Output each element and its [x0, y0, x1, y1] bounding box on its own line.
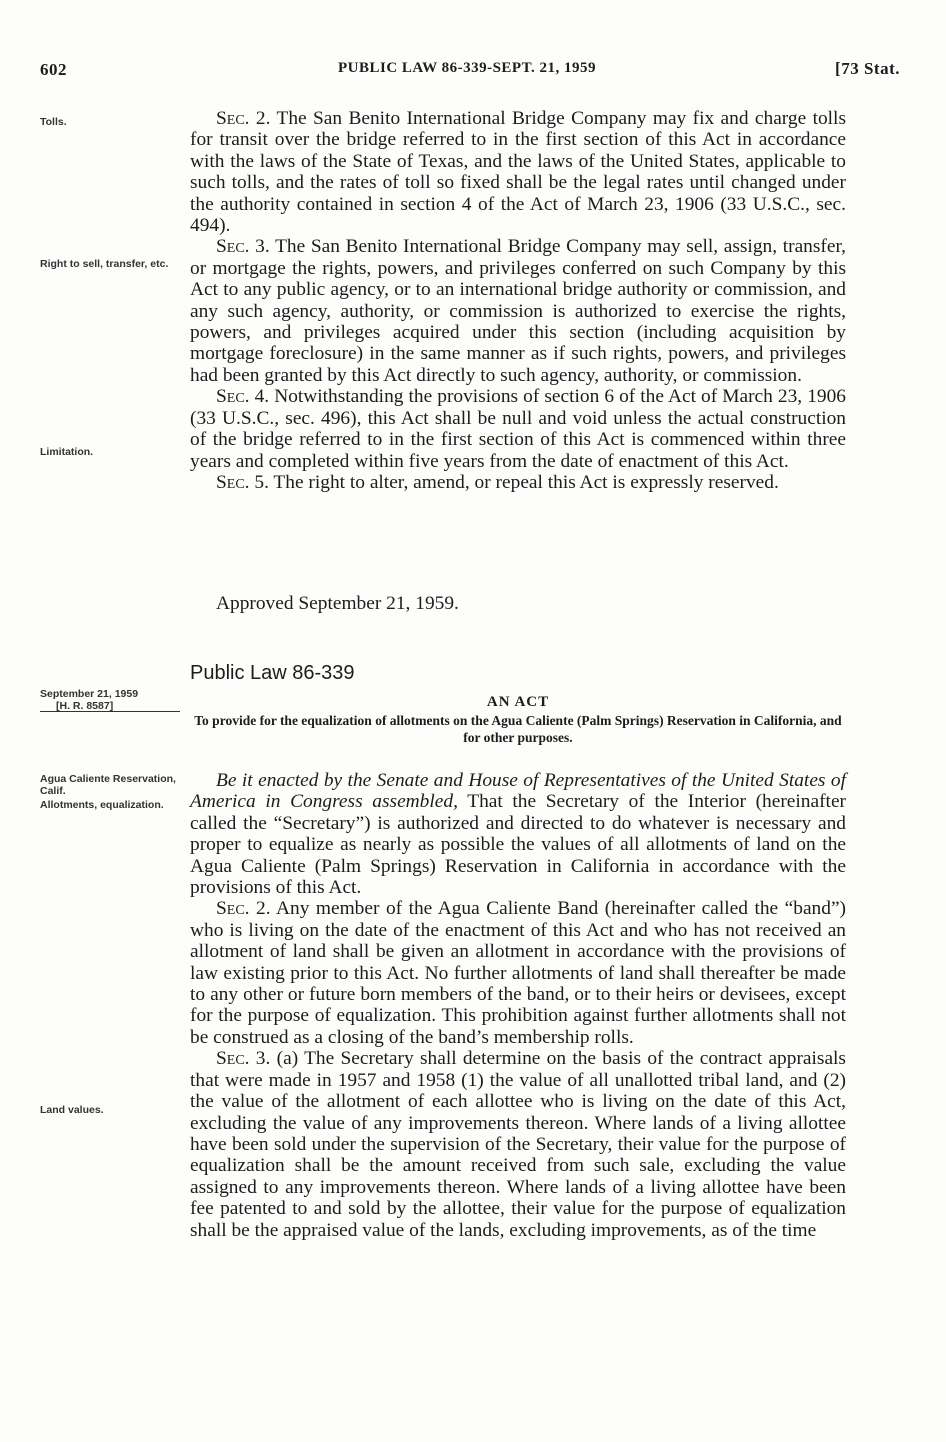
margin-note-right-to-sell: Right to sell, transfer, etc.	[40, 258, 169, 270]
new-section-2-paragraph	[190, 898, 846, 1048]
section-text: Notwithstanding the provisions of section 6 of the Act of March 23, 1906 (33 U.S.C., sec. 496), this Act shall be null and void unless the actual construction of the bridge referred to in the first section of this Act is commenced within three years and completed within five years from the date of enactment of this Act.	[190, 386, 846, 472]
enacting-clause	[190, 770, 846, 898]
margin-note-land-values: Land values.	[40, 1104, 104, 1116]
section-label: Sec. 3.	[216, 1048, 271, 1070]
margin-note-date: September 21, 1959	[40, 688, 139, 700]
section-5-paragraph	[190, 472, 846, 493]
margin-note-allotments: Allotments, equalization.	[40, 799, 164, 811]
margin-note-bill-number: [H. R. 8587]	[56, 700, 114, 712]
act-purpose: To provide for the equalization of allotments on the Agua Caliente (Palm Springs) Reservation in California, and for other purposes.	[194, 713, 842, 745]
an-act-heading: AN ACT	[486, 694, 550, 710]
section-label: Sec. 2.	[216, 898, 271, 920]
section-label: Sec. 2.	[216, 108, 271, 129]
statute-reference: [73 Stat.	[835, 59, 900, 78]
section-label: Sec. 3.	[216, 236, 270, 258]
section-text: (a) The Secretary shall determine on the basis of the contract appraisals that were made in 1957 and 1958 (1) the value of all unallotted tribal land, and (2) the value of the allotment of each allottee who is living on the date of this Act, excluding the value of any improvements thereon. Where lands of a living allottee have been sold under the supervision of the Secretary, their value for the purpose of equalization shall be the amount received from such sale, excluding the value assigned to any improvements thereon. Where lands of a living allottee have been fee patented to and sold by the allottee, their value for the purpose of equalization shall be the appraised value of the lands, excluding improvements, as of the time	[190, 1048, 846, 1241]
running-header	[40, 60, 900, 86]
section-label: Sec. 4.	[216, 386, 270, 408]
margin-divider	[40, 711, 180, 712]
margin-note-agua-caliente: Agua Caliente Reservation, Calif.	[40, 773, 176, 797]
section-text: The right to alter, amend, or repeal this Act is expressly reserved.	[273, 471, 779, 493]
section-text: The San Benito International Bridge Company may sell, assign, transfer, or mortgage the rights, powers, and privileges conferred on such Company by this Act to any public agency, or to an international bridge authority or commission, and any such agency, authority, or commission is authorized to exercise the rights, powers, and privileges acquired under this section (including acquisition by mortgage foreclosure) in the same manner as if such rights, powers, and privileges had been granted by this Act directly to such agency, authority, or commission.	[190, 236, 847, 386]
sections-block-new-law	[190, 770, 846, 1241]
approval-line: Approved September 21, 1959.	[216, 593, 459, 614]
margin-note-limitation: Limitation.	[40, 446, 94, 458]
enacting-text: That the Secretary of the Interior (hereinafter called the “Secretary”) is authorized and directed to do whatever is necessary and proper to equalize as nearly as possible the values of all allotments of land on the Agua Caliente (Palm Springs) Reservation in California in accordance with the provisions of this Act.	[190, 791, 847, 899]
margin-note-tolls: Tolls.	[40, 116, 67, 128]
enacting-formula: Be it enacted by the Senate and House of Representatives of the United States of America in Congress assembled,	[190, 770, 846, 813]
new-section-3-paragraph	[190, 1048, 846, 1241]
page-number: 602	[40, 60, 67, 79]
section-2-paragraph	[190, 108, 846, 236]
header-title: PUBLIC LAW 86-339-SEPT. 21, 1959	[338, 60, 596, 76]
public-law-heading: Public Law 86-339	[190, 662, 355, 684]
section-label: Sec. 5.	[216, 471, 269, 493]
section-text: The San Benito International Bridge Company may fix and charge tolls for transit over the bridge referred to in the first section of this Act in accordance with the laws of the State of Texas, and the laws of the United States, applicable to such tolls, and the rates of toll so fixed shall be the legal rates until changed under the authority contained in section 4 of the Act of March 23, 1906 (33 U.S.C., sec. 494).	[190, 108, 846, 237]
section-4-paragraph	[190, 386, 846, 472]
sections-block-top	[190, 108, 846, 493]
section-3-paragraph	[190, 236, 846, 386]
section-text: Any member of the Agua Caliente Band (hereinafter called the “band”) who is living on the date of the enactment of this Act and who has not received an allotment of land shall be given an allotment in accordance with the provisions of law existing prior to this Act. No further allotments of land shall thereafter be made to any other or future born members of the band, or to their heirs or devisees, except for the purpose of equalization. This prohibition against further allotments shall not be construed as a closing of the band’s membership rolls.	[190, 898, 847, 1048]
